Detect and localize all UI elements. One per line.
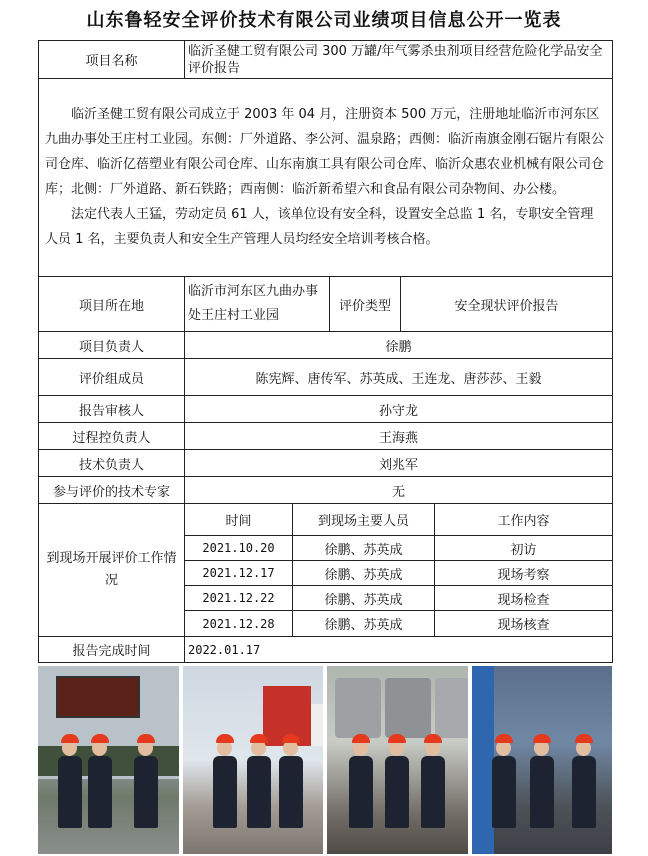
- row-description: [39, 79, 613, 277]
- row-members: [39, 359, 613, 396]
- row-location: [39, 277, 613, 332]
- visit-people: 徐鹏、苏英成: [293, 561, 435, 586]
- process-value: 王海燕: [185, 423, 613, 450]
- tech-label: 技术负责人: [39, 450, 185, 477]
- row-completion: [39, 637, 613, 663]
- visit-content: 初访: [435, 536, 613, 561]
- photo-strip: [38, 666, 612, 856]
- reviewer-value: 孙守龙: [185, 396, 613, 423]
- location-label: 项目所在地: [39, 277, 185, 332]
- visit-time: 2021.12.28: [185, 611, 293, 637]
- project-description: [39, 79, 613, 277]
- visits-header-time: 时间: [185, 504, 293, 536]
- visits-header-people: 到现场主要人员: [293, 504, 435, 536]
- expert-value: 无: [185, 477, 613, 504]
- visit-time: 2021.12.22: [185, 586, 293, 611]
- row-tech: [39, 450, 613, 477]
- visit-people: 徐鹏、苏英成: [293, 611, 435, 637]
- visit-time: 2021.12.17: [185, 561, 293, 586]
- visits-label: 到现场开展评价工作情况: [39, 504, 185, 637]
- visit-content: 现场检查: [435, 586, 613, 611]
- completion-label: 报告完成时间: [39, 637, 185, 663]
- tech-value: 刘兆军: [185, 450, 613, 477]
- members-value: 陈宪辉、唐传军、苏英成、王连龙、唐莎莎、王毅: [185, 359, 613, 396]
- project-name-value: 临沂圣健工贸有限公司 300 万罐/年气雾杀虫剂项目经营危险化学品安全评价报告: [185, 41, 613, 79]
- row-process: [39, 423, 613, 450]
- location-value: 临沂市河东区九曲办事处王庄村工业园: [185, 277, 330, 332]
- description-paragraph-2: 法定代表人王猛，劳动定员 61 人，该单位设有安全科，设置安全总监 1 名，专职安全管理人员 1 名，主要负责人和安全生产管理人员均经安全培训考核合格。: [45, 207, 594, 247]
- description-paragraph-1: 临沂圣健工贸有限公司成立于 2003 年 04 月，注册资本 500 万元，注册地址临沂市河东区九曲办事处王庄村工业园。东侧：厂外道路、李公河、温泉路；西侧：临沂南旗金刚石锯片有限公司仓库、临沂亿蓓塑业有限公司仓库、山东南旗工具有限公司仓库、临沂众惠农业机械有限公司仓库；北侧：厂外道路、新石铁路；西南侧：临沂新希望六和食品有限公司杂物间、办公楼。: [45, 107, 605, 197]
- site-photo-1: [38, 666, 179, 854]
- row-leader: [39, 332, 613, 359]
- visits-header-content: 工作内容: [435, 504, 613, 536]
- eval-type-label: 评价类型: [330, 277, 401, 332]
- visit-content: 现场考察: [435, 561, 613, 586]
- row-reviewer: [39, 396, 613, 423]
- row-project-name: [39, 41, 613, 79]
- visits-header-row: [39, 504, 613, 536]
- page-title: 山东鲁轻安全评价技术有限公司业绩项目信息公开一览表: [86, 10, 562, 31]
- reviewer-label: 报告审核人: [39, 396, 185, 423]
- info-table: [38, 40, 613, 663]
- completion-value: 2022.01.17: [185, 637, 613, 663]
- process-label: 过程控负责人: [39, 423, 185, 450]
- visit-people: 徐鹏、苏英成: [293, 536, 435, 561]
- site-photo-2: [183, 666, 324, 854]
- project-name-label: 项目名称: [39, 41, 185, 79]
- expert-label: 参与评价的技术专家: [39, 477, 185, 504]
- visit-content: 现场核查: [435, 611, 613, 637]
- site-photo-3: [327, 666, 468, 854]
- members-label: 评价组成员: [39, 359, 185, 396]
- visit-time: 2021.10.20: [185, 536, 293, 561]
- leader-label: 项目负责人: [39, 332, 185, 359]
- site-photo-4: [472, 666, 613, 854]
- visit-people: 徐鹏、苏英成: [293, 586, 435, 611]
- row-expert: [39, 477, 613, 504]
- eval-type-value: 安全现状评价报告: [401, 277, 613, 332]
- leader-value: 徐鹏: [185, 332, 613, 359]
